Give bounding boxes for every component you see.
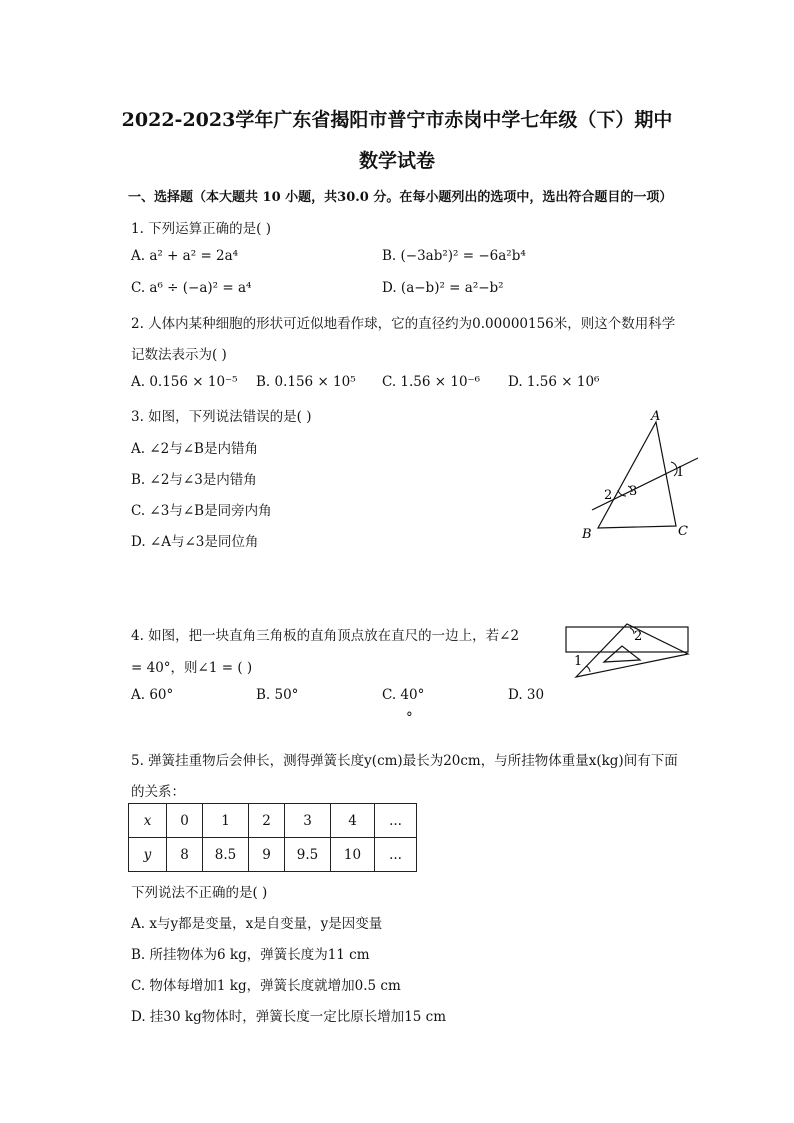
q5-stem-line2: 的关系： [131, 784, 185, 800]
q5-option-c: C. 物体每增加1 kg，弹簧长度就增加0.5 cm [131, 978, 401, 994]
q4-ruler-triangle-figure [560, 620, 694, 686]
q4-option-a: A. 60° [131, 687, 174, 703]
q5-stem-line1: 5. 弹簧挂重物后会伸长，测得弹簧长度y(cm)最长为20cm，与所挂物体重量x(kg)间有下面 [131, 753, 678, 769]
q1-option-a: A. a² + a² = 2a⁴ [131, 248, 239, 264]
q4-stem-line1: 4. 如图，把一块直角三角板的直角顶点放在直尺的一边上，若∠2 [131, 628, 520, 644]
q3-stem: 3. 如图，下列说法错误的是( ) [131, 409, 312, 425]
q4-option-b: B. 50° [256, 687, 299, 703]
q3-option-d: D. ∠A与∠3是同位角 [131, 534, 259, 550]
label-angle-1: 1 [574, 654, 583, 669]
label-angle-3: 3 [629, 484, 638, 499]
table-cell: y [129, 838, 167, 872]
q1-option-c: C. a⁶ ÷ (−a)² = a⁴ [131, 280, 252, 296]
q5-option-d: D. 挂30 kg物体时，弹簧长度一定比原长增加15 cm [131, 1009, 447, 1025]
q2-option-b: B. 0.156 × 10⁵ [256, 374, 356, 390]
q2-stem-line2: 记数法表示为( ) [131, 347, 227, 363]
q5-prompt: 下列说法不正确的是( ) [131, 885, 268, 901]
table-row-y [129, 838, 417, 872]
label-vertex-b: B [582, 527, 592, 542]
label-angle-2: 2 [634, 629, 643, 644]
table-cell: 8 [167, 838, 203, 872]
exam-title-line1: 2022-2023学年广东省揭阳市普宁市赤岗中学七年级（下）期中 [121, 109, 673, 131]
q4-option-d: D. 30 [508, 687, 545, 703]
q2-stem-line1: 2. 人体内某种细胞的形状可近似地看作球，它的直径约为0.00000156米，则这个数用科学 [131, 316, 676, 332]
section-heading: 一、选择题（本大题共 10 小题，共30.0 分。在每小题列出的选项中，选出符合题目的一项） [128, 190, 673, 205]
q5-option-a: A. x与y都是变量，x是自变量，y是因变量 [131, 916, 383, 932]
table-cell: 9 [249, 838, 285, 872]
q1-stem: 1. 下列运算正确的是( ) [131, 221, 271, 237]
q2-option-c: C. 1.56 × 10⁻⁶ [382, 374, 481, 390]
set-square-outer [576, 624, 688, 677]
table-cell: 3 [285, 804, 331, 838]
q3-option-b: B. ∠2与∠3是内错角 [131, 472, 257, 488]
angle1-arc [586, 666, 590, 672]
angle2-arc [618, 490, 626, 496]
table-cell: ... [375, 804, 417, 838]
table-cell: 2 [249, 804, 285, 838]
q3-option-a: A. ∠2与∠B是内错角 [131, 441, 258, 457]
q4-stem-line2: = 40°，则∠1 = ( ) [131, 660, 253, 676]
table-cell: 10 [331, 838, 375, 872]
table-cell: 0 [167, 804, 203, 838]
table-cell: x [129, 804, 167, 838]
table-cell: 9.5 [285, 838, 331, 872]
q3-option-c: C. ∠3与∠B是同旁内角 [131, 503, 272, 519]
q1-option-b: B. (−3ab²)² = −6a²b⁴ [382, 248, 526, 264]
table-row-x [129, 804, 417, 838]
table-cell: ... [375, 838, 417, 872]
label-angle-2: 2 [604, 488, 613, 503]
q5-data-table [128, 803, 417, 872]
q2-option-a: A. 0.156 × 10⁻⁵ [131, 374, 238, 390]
label-angle-1: 1 [676, 465, 685, 480]
q4-option-c: C. 40° [382, 687, 425, 703]
q5-option-b: B. 所挂物体为6 kg，弹簧长度为11 cm [131, 947, 370, 963]
ruler [566, 627, 688, 652]
q4-option-d-continuation: ° [406, 710, 413, 726]
label-vertex-c: C [678, 524, 688, 539]
q1-option-d: D. (a−b)² = a²−b² [382, 280, 504, 296]
label-vertex-a: A [651, 409, 661, 424]
table-cell: 8.5 [203, 838, 249, 872]
q2-option-d: D. 1.56 × 10⁶ [508, 374, 600, 390]
table-cell: 4 [331, 804, 375, 838]
set-square-inner [604, 646, 640, 662]
table-cell: 1 [203, 804, 249, 838]
q3-triangle-figure [570, 400, 710, 550]
exam-title-line2: 数学试卷 [358, 150, 435, 172]
